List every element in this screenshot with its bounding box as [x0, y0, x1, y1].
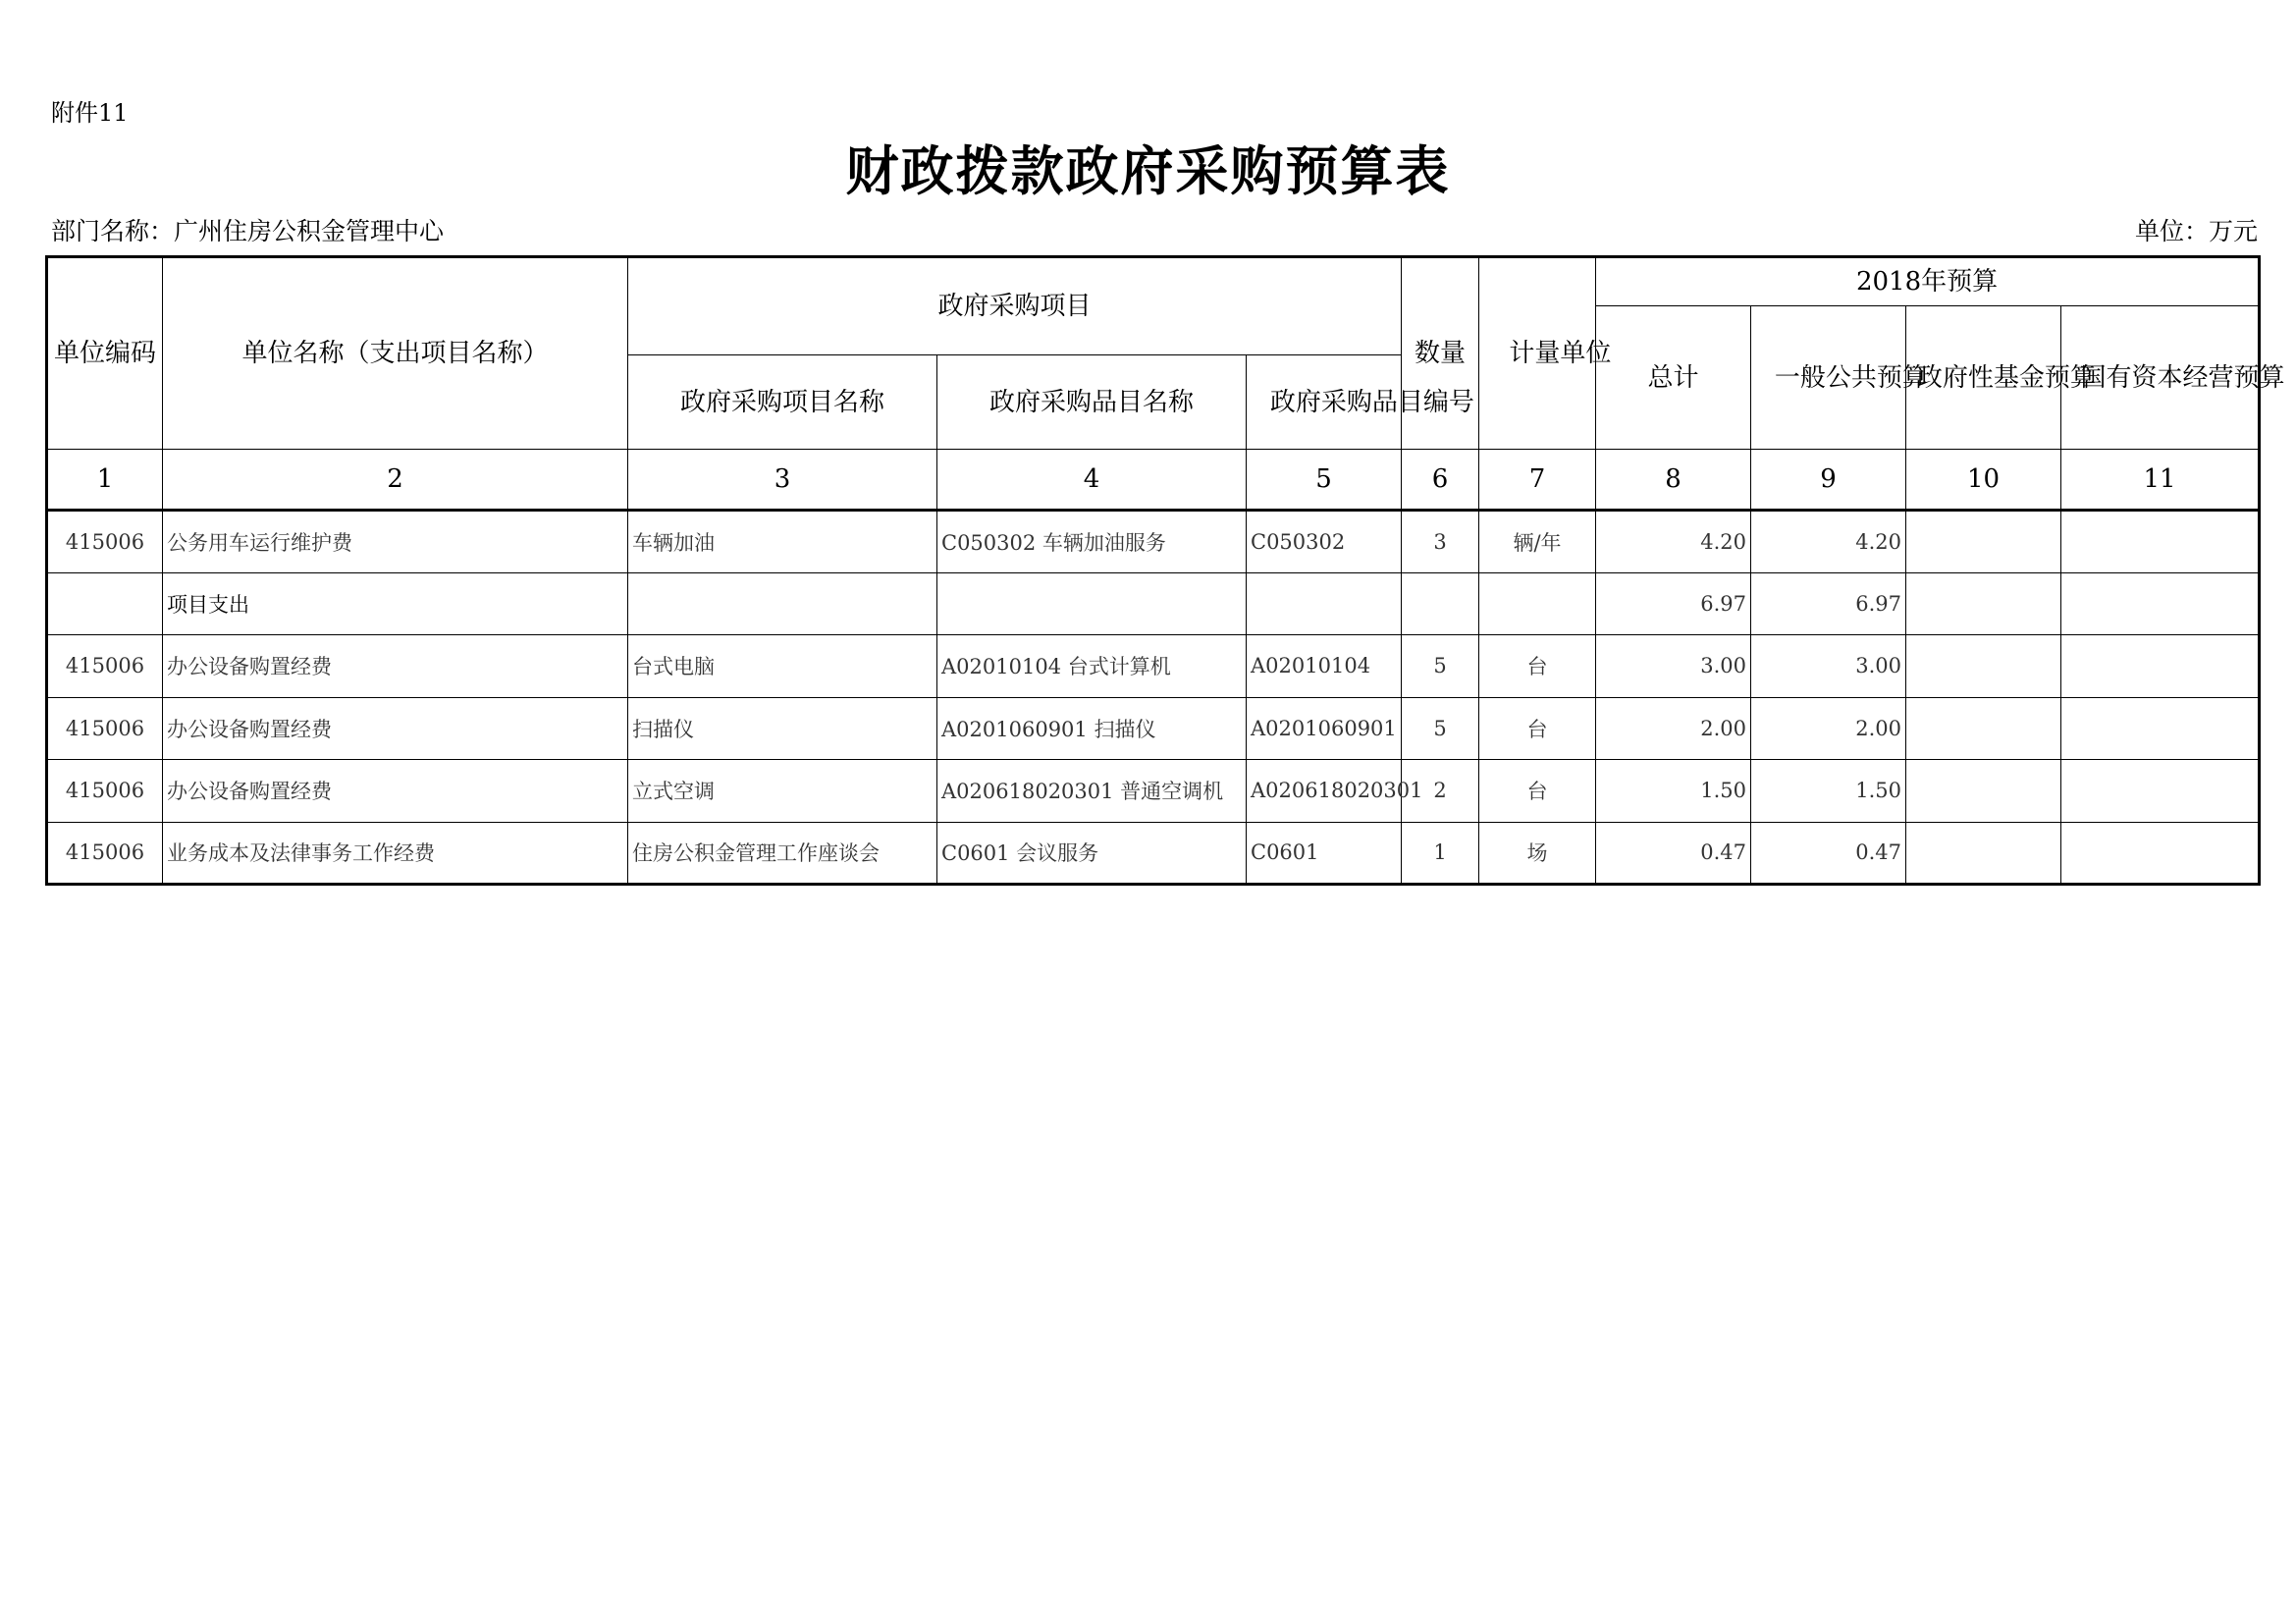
cell-state-capital [2061, 572, 2260, 635]
table-body [47, 511, 2260, 885]
header-budget-2018: 2018年预算 [1596, 257, 2260, 306]
column-number: 1 [47, 450, 163, 511]
cell-quantity: 5 [1402, 697, 1479, 760]
cell-quantity: 2 [1402, 760, 1479, 823]
cell-total: 2.00 [1596, 697, 1751, 760]
cell-catalog-code: A0201060901 [1247, 697, 1402, 760]
column-number: 3 [628, 450, 937, 511]
cell-measure-unit: 台 [1479, 697, 1596, 760]
cell-unit-name: 公务用车运行维护费 [163, 511, 628, 573]
header-general-public-label: 一般公共预算 [1774, 362, 1928, 393]
currency-unit: 单位：万元 [2134, 217, 2258, 245]
header-catalog-name: 政府采购品目名称 [937, 355, 1247, 450]
page-title: 财政拨款政府采购预算表 [845, 139, 1451, 202]
cell-total: 6.97 [1596, 572, 1751, 635]
cell-total: 1.50 [1596, 760, 1751, 823]
cell-general-public: 2.00 [1751, 697, 1906, 760]
cell-unit-name: 项目支出 [163, 572, 628, 635]
table-row [47, 822, 2260, 885]
header-quantity: 数量 [1402, 257, 1479, 450]
table-row [47, 697, 2260, 760]
attachment-label: 附件11 [51, 99, 129, 127]
cell-unit-name: 办公设备购置经费 [163, 635, 628, 698]
cell-state-capital [2061, 822, 2260, 885]
cell-quantity [1402, 572, 1479, 635]
header-unit-code-label: 单位编码 [53, 339, 156, 368]
header-project-name: 政府采购项目名称 [628, 355, 937, 450]
cell-catalog-name [937, 572, 1247, 635]
cell-catalog-name: A0201060901 扫描仪 [937, 697, 1247, 760]
column-number: 8 [1596, 450, 1751, 511]
table-row [47, 572, 2260, 635]
cell-catalog-code [1247, 572, 1402, 635]
cell-unit-code: 415006 [47, 760, 163, 823]
table-row [47, 760, 2260, 823]
header-procurement-project: 政府采购项目 [628, 257, 1402, 355]
header-state-capital-label: 国有资本经营预算 [2080, 362, 2285, 393]
cell-catalog-code: A020618020301 [1247, 760, 1402, 823]
cell-state-capital [2061, 697, 2260, 760]
cell-gov-fund [1906, 572, 2061, 635]
header-unit-name [163, 257, 628, 450]
cell-project-name: 台式电脑 [628, 635, 937, 698]
header-total: 总计 [1596, 306, 1751, 450]
cell-project-name: 扫描仪 [628, 697, 937, 760]
header-gov-fund-budget [1906, 306, 2096, 450]
department-name: 部门名称：广州住房公积金管理中心 [51, 217, 445, 245]
cell-quantity: 3 [1402, 511, 1479, 573]
cell-gov-fund [1906, 697, 2061, 760]
cell-measure-unit: 辆/年 [1479, 511, 1596, 573]
cell-total: 3.00 [1596, 635, 1751, 698]
cell-measure-unit [1479, 572, 1596, 635]
cell-project-name [628, 572, 937, 635]
cell-unit-code: 415006 [47, 511, 163, 573]
cell-general-public: 4.20 [1751, 511, 1906, 573]
cell-gov-fund [1906, 822, 2061, 885]
cell-catalog-code: C050302 [1247, 511, 1402, 573]
cell-catalog-code: C0601 [1247, 822, 1402, 885]
procurement-budget-table [45, 255, 2285, 886]
cell-catalog-name: A020618020301 普通空调机 [937, 760, 1247, 823]
cell-general-public: 0.47 [1751, 822, 1906, 885]
cell-gov-fund [1906, 760, 2061, 823]
cell-unit-name: 业务成本及法律事务工作经费 [163, 822, 628, 885]
cell-catalog-name: A02010104 台式计算机 [937, 635, 1247, 698]
header-state-capital-budget [2061, 306, 2285, 450]
cell-project-name: 车辆加油 [628, 511, 937, 573]
cell-measure-unit: 场 [1479, 822, 1596, 885]
cell-unit-code [47, 572, 163, 635]
cell-general-public: 1.50 [1751, 760, 1906, 823]
header-catalog-code-label: 政府采购品目编号 [1269, 387, 1474, 417]
cell-general-public: 3.00 [1751, 635, 1906, 698]
table-row [47, 635, 2260, 698]
column-number: 10 [1906, 450, 2061, 511]
cell-unit-name: 办公设备购置经费 [163, 760, 628, 823]
cell-catalog-name: C0601 会议服务 [937, 822, 1247, 885]
column-number: 9 [1751, 450, 1906, 511]
column-number: 7 [1479, 450, 1596, 511]
cell-state-capital [2061, 760, 2260, 823]
cell-unit-code: 415006 [47, 822, 163, 885]
header-gov-fund-label: 政府性基金预算 [1916, 362, 2096, 393]
cell-quantity: 5 [1402, 635, 1479, 698]
cell-measure-unit: 台 [1479, 760, 1596, 823]
header-unit-name-label: 单位名称（支出项目名称） [241, 339, 549, 368]
header-unit-code [47, 257, 163, 450]
column-number: 4 [937, 450, 1247, 511]
cell-catalog-name: C050302 车辆加油服务 [937, 511, 1247, 573]
cell-general-public: 6.97 [1751, 572, 1906, 635]
cell-unit-name: 办公设备购置经费 [163, 697, 628, 760]
column-number: 11 [2061, 450, 2260, 511]
column-number: 6 [1402, 450, 1479, 511]
header-measure-unit [1479, 257, 1612, 450]
cell-total: 4.20 [1596, 511, 1751, 573]
cell-gov-fund [1906, 511, 2061, 573]
column-number: 5 [1247, 450, 1402, 511]
header-catalog-code [1247, 355, 1474, 450]
cell-total: 0.47 [1596, 822, 1751, 885]
column-number: 2 [163, 450, 628, 511]
cell-measure-unit: 台 [1479, 635, 1596, 698]
cell-quantity: 1 [1402, 822, 1479, 885]
cell-state-capital [2061, 635, 2260, 698]
cell-unit-code: 415006 [47, 635, 163, 698]
cell-catalog-code: A02010104 [1247, 635, 1402, 698]
cell-project-name: 住房公积金管理工作座谈会 [628, 822, 937, 885]
cell-unit-code: 415006 [47, 697, 163, 760]
header-general-public-budget [1751, 306, 1928, 450]
cell-gov-fund [1906, 635, 2061, 698]
cell-state-capital [2061, 511, 2260, 573]
header-measure-unit-label: 计量单位 [1509, 339, 1612, 368]
table-row [47, 511, 2260, 573]
cell-project-name: 立式空调 [628, 760, 937, 823]
